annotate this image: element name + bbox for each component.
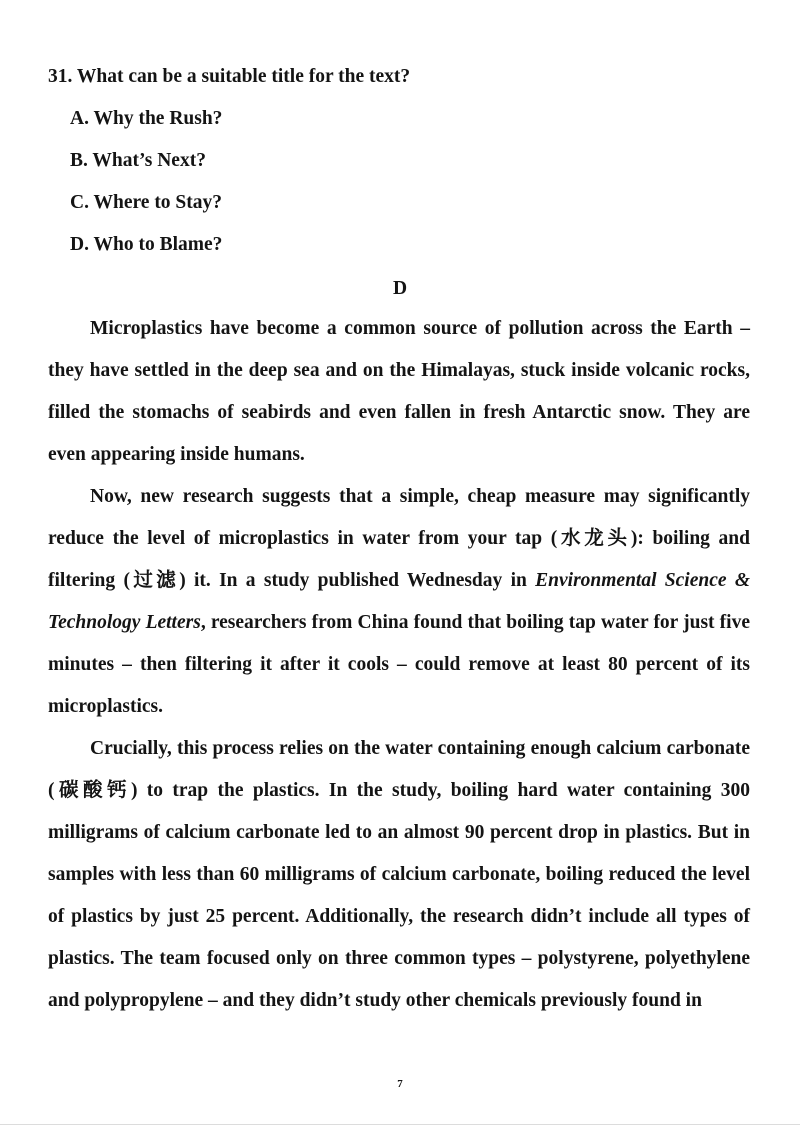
option-a: A. Why the Rush? (70, 108, 223, 129)
question-stem: 31. What can be a suitable title for the text? (48, 66, 411, 87)
paragraph-2-text-end: , researchers from China found that boiling tap water for just five minutes – then filtering it after it cools – could remove at least 80 percent of its microplastics. (48, 612, 750, 717)
paragraph-3: Crucially, this process relies on the water containing enough calcium carbonate (碳酸钙) to trap the plastics. In the study, boiling hard water containing 300 milligrams of calcium carbonate led to an almost 90 percent drop in plastics. But in samples with less than 60 milligrams of calcium carbonate, boiling reduced the level of plastics by just 25 percent. Additionally, the research didn’t include all types of plastics. The team focused only on three common types – polystyrene, polyethylene and polypropylene – and they didn’t study other chemicals previously found in (48, 738, 750, 1011)
option-b: B. What’s Next? (70, 150, 206, 171)
page-bottom-edge (0, 1124, 800, 1125)
journal-title: Environmental Science & Technology Letters (48, 570, 750, 633)
paragraph-2-text-start: Now, new research suggests that a simple, cheap measure may significantly reduce the level of microplastics in water from your tap (水龙头): boiling and filtering (过滤) it. In a study published Wednesday in (48, 486, 750, 591)
page-number: 7 (397, 1078, 403, 1090)
section-heading: D (392, 278, 408, 299)
option-d: D. Who to Blame? (70, 234, 223, 255)
paragraph-2 (48, 476, 750, 728)
paragraph-1: Microplastics have become a common source of pollution across the Earth – they have settled in the deep sea and on the Himalayas, stuck inside volcanic rocks, filled the stomachs of seabirds and even fallen in fresh Antarctic snow. They are even appearing inside humans. (48, 318, 750, 465)
option-c: C. Where to Stay? (70, 192, 223, 213)
